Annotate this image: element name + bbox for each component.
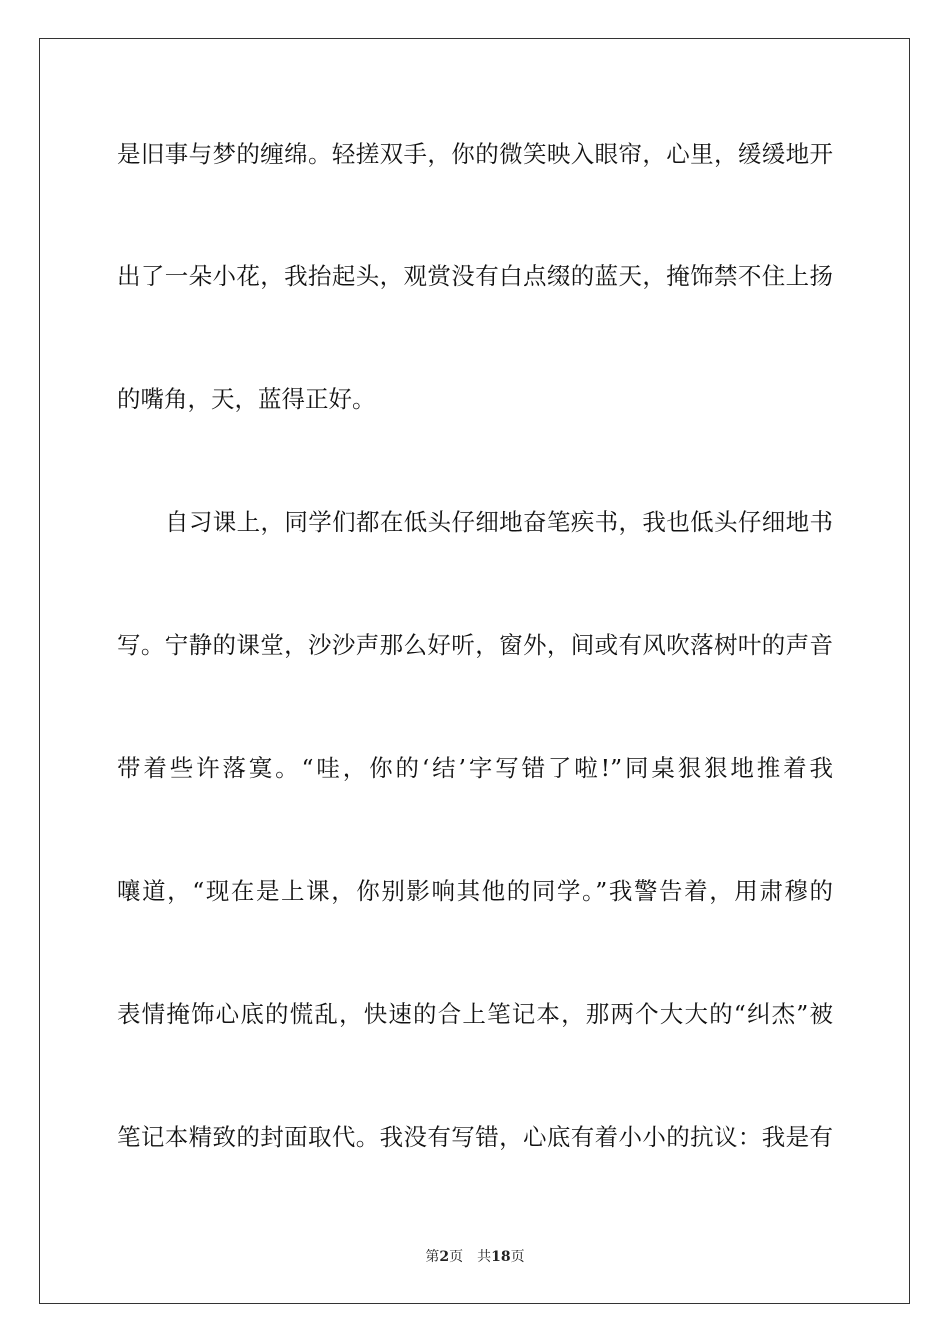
- text-line-9: 笔记本精致的封面取代。我没有写错，心底有着小小的抗议：我是有: [117, 1123, 833, 1151]
- footer-page-total: 18: [491, 1249, 511, 1265]
- footer-total-prefix: 共: [477, 1249, 492, 1265]
- footer-total-unit: 页: [510, 1249, 525, 1265]
- text-line-3: 的嘴角，天，蓝得正好。: [117, 385, 376, 413]
- text-line-8: 表情掩饰心底的慌乱，快速的合上笔记本，那两个大大的“纠杰”被: [117, 1000, 833, 1028]
- text-line-6: 带着些许落寞。“哇，你的‘结’字写错了啦!”同桌狠狠地推着我: [117, 754, 833, 782]
- text-line-1: 是旧事与梦的缠绵。轻搓双手，你的微笑映入眼帘，心里，缓缓地开: [117, 140, 833, 168]
- text-line-7: 嚷道，“现在是上课，你别影响其他的同学。”我警告着，用肃穆的: [117, 877, 833, 905]
- text-line-2: 出了一朵小花，我抬起头，观赏没有白点缀的蓝天，掩饰禁不住上扬: [117, 262, 833, 290]
- footer-page-unit: 页: [449, 1249, 464, 1265]
- text-line-4: 自习课上，同学们都在低头仔细地奋笔疾书，我也低头仔细地书: [165, 508, 833, 536]
- footer-page-prefix: 第: [425, 1249, 440, 1265]
- text-line-5: 写。宁静的课堂，沙沙声那么好听，窗外，间或有风吹落树叶的声音: [117, 631, 833, 659]
- footer-page-current: 2: [439, 1249, 450, 1265]
- page-border: [39, 38, 910, 1304]
- page-footer: [0, 1247, 950, 1267]
